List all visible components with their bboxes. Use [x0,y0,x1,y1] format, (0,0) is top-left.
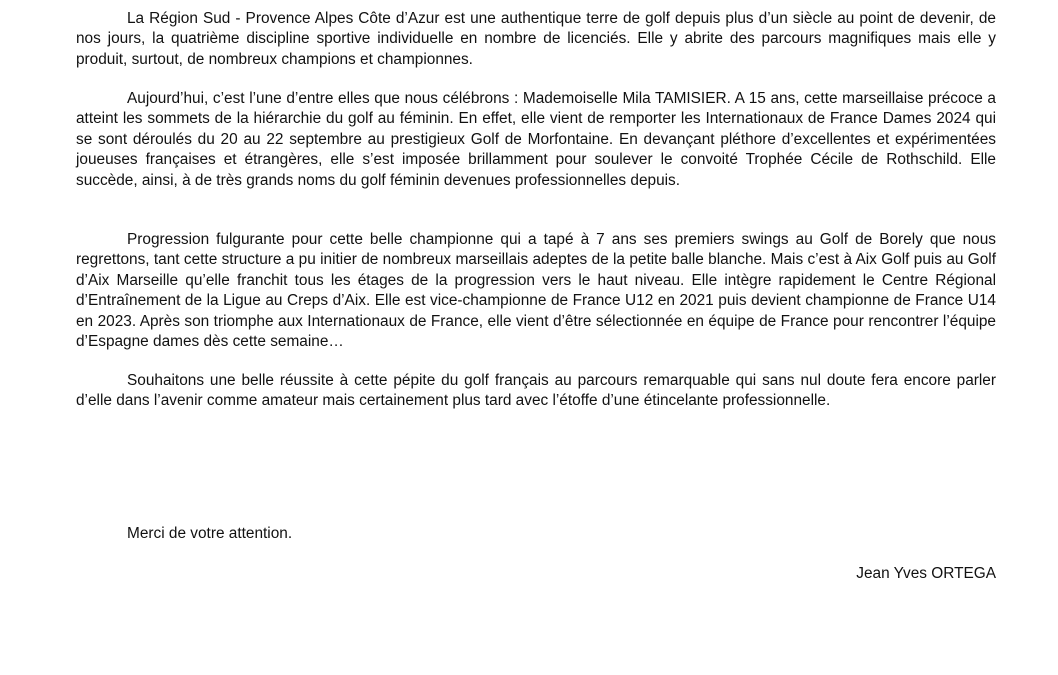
paragraph-progression: Progression fulgurante pour cette belle championne qui a tapé à 7 ans ses premiers swings au Golf de Borely que nous regrettons, tant cette structure a pu initier de nombreux marseillais adeptes de la petite balle blanche. Mais c’est à Aix Golf puis au Golf d’Aix Marseille qu’elle franchit tous les étages de la progression vers le haut niveau. Elle intègre rapidement le Centre Régional d’Entraînement de la Ligue au Creps d’Aix. Elle est vice-championne de France U12 en 2021 puis devient championne de France U14 en 2023. Après son triomphe aux Internationaux de France, elle vient d’être sélectionnée en équipe de France pour rencontrer l’équipe d’Espagne dames dès cette semaine… [76,231,996,351]
letter-page [76,0,996,675]
paragraph-region-golf: La Région Sud - Provence Alpes Côte d’Azur est une authentique terre de golf depuis plus d’un siècle au point de devenir, de nos jours, la quatrième discipline sportive individuelle en nombre de licenciés. Elle y abrite des parcours magnifiques mais elle y produit, surtout, de nombreux champions et championnes. [76,10,996,68]
closing-line: Merci de votre attention. [127,525,293,542]
signature-name: Jean Yves ORTEGA [856,565,996,582]
paragraph-mila-tamisier: Aujourd’hui, c’est l’une d’entre elles que nous célébrons : Mademoiselle Mila TAMISIER. A 15 ans, cette marseillaise précoce a atteint les sommets de la hiérarchie du golf au féminin. En effet, elle vient de remporter les Internationaux de France Dames 2024 qui se sont déroulés du 20 au 22 septembre au prestigieux Golf de Morfontaine. En devançant pléthore d’excellentes et expérimentées joueuses françaises et étrangères, elle s’est imposée brillamment pour soulever le convoité Trophée Cécile de Rothschild. Elle succède, ainsi, à de très grands noms du golf féminin devenues professionnelles depuis. [76,90,996,189]
paragraph-wishes: Souhaitons une belle réussite à cette pépite du golf français au parcours remarquable qui sans nul doute fera encore parler d’elle dans l’avenir comme amateur mais certainement plus tard avec l’étoffe d’une étincelante professionnelle. [76,372,996,410]
